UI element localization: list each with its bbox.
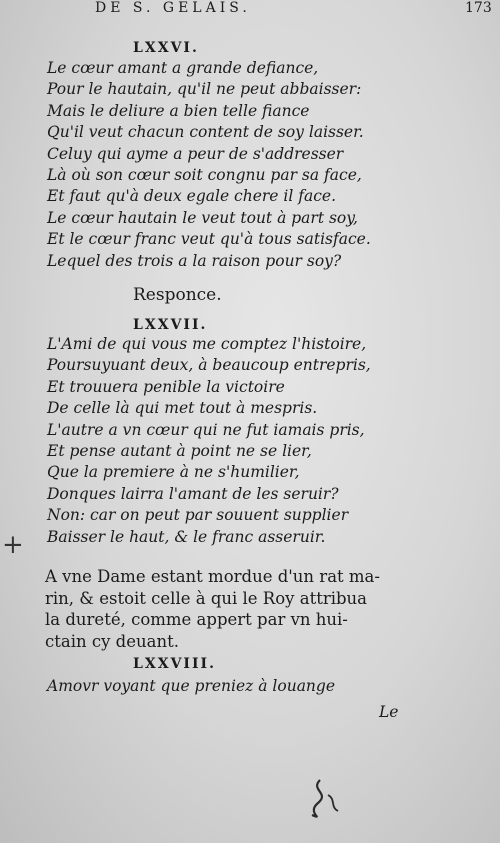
verse-line: Et trouuera penible la victoire: [47, 377, 285, 396]
verse-line: L'Ami de qui vous me comptez l'histoire,: [47, 335, 367, 353]
running-title: DE S. GELAIS.: [95, 0, 251, 16]
poem-77: [47, 334, 371, 548]
verse-line: Et faut qu'à deux egale chere il face.: [47, 187, 337, 206]
page-number: 173: [465, 0, 492, 16]
poem-number-78: LXXVIII.: [133, 656, 216, 672]
verse-line: Celuy qui ayme a peur de s'addresser: [47, 144, 344, 163]
poem-78: [47, 676, 335, 697]
response-title: Responce.: [133, 285, 222, 305]
verse-line: Donques lairra l'amant de les seruir?: [47, 484, 339, 503]
verse-line: Que la premiere à ne s'humilier,: [47, 463, 300, 482]
verse-line: Et pense autant à point ne se lier,: [47, 441, 312, 460]
ink-scribble: [300, 775, 360, 825]
verse-line: Le cœur hautain le veut tout à part soy,: [47, 208, 358, 227]
prose-line: la dureté, comme appert par vn hui-: [45, 610, 348, 629]
verse-line: Qu'il veut chacun content de soy laisser.: [47, 123, 364, 142]
catchword: Le: [379, 703, 399, 721]
prose-line: rin, & estoit celle à qui le Roy attribua: [45, 588, 368, 608]
poem-number-76: LXXVI.: [133, 40, 199, 56]
prose-heading: [45, 566, 380, 652]
prose-line: A vne Dame estant mordue d'un rat ma-: [45, 567, 380, 586]
verse-line: Amovr voyant que preniez à louange: [47, 677, 336, 695]
margin-cross-mark: +: [2, 530, 24, 560]
verse-line: Non: car on peut par souuent supplier: [47, 506, 349, 525]
verse-line: Et le cœur franc veut qu'à tous satisface.: [47, 230, 371, 249]
verse-line: Le cœur amant a grande defiance,: [47, 59, 319, 77]
verse-line: Baisser le haut, & le franc asseruir.: [47, 527, 326, 546]
verse-line: L'autre a vn cœur qui ne fut iamais pris,: [47, 420, 365, 439]
verse-line: Poursuyuant deux, à beaucoup entrepris,: [47, 356, 371, 375]
poem-number-77: LXXVII.: [133, 317, 208, 333]
verse-line: Pour le hautain, qu'il ne peut abbaisser:: [47, 80, 362, 99]
verse-line: De celle là qui met tout à mespris.: [47, 399, 318, 418]
prose-line: ctain cy deuant.: [45, 631, 179, 651]
verse-line: Lequel des trois a la raison pour soy?: [47, 251, 342, 270]
poem-76: [47, 58, 371, 272]
verse-line: Là où son cœur soit congnu par sa face,: [47, 165, 362, 184]
verse-line: Mais le deliure a bien telle fiance: [47, 101, 310, 120]
